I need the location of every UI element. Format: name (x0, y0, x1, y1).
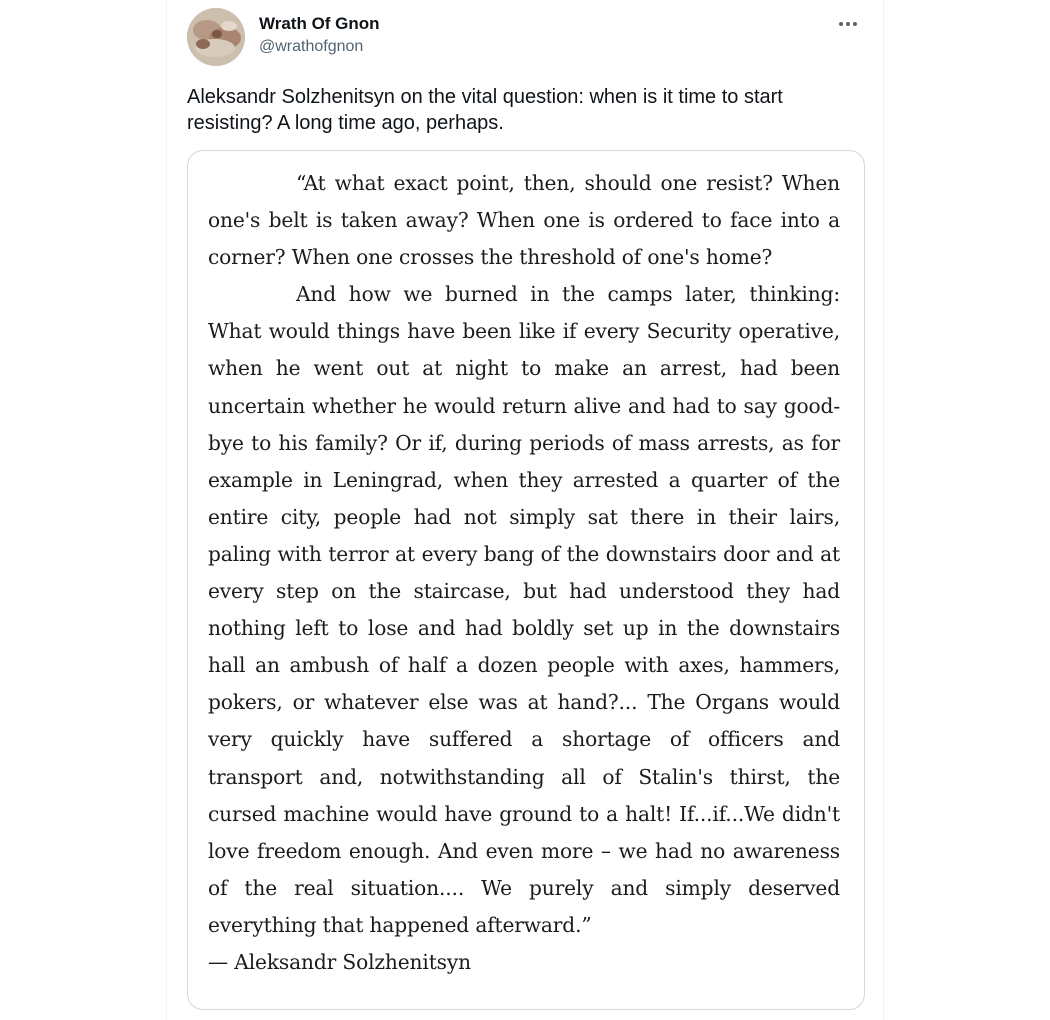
more-horizontal-icon (838, 21, 858, 27)
tweet-card (166, 0, 884, 1020)
tweet-header (185, 8, 865, 68)
author-display-name[interactable]: Wrath Of Gnon (259, 14, 380, 33)
author-handle[interactable]: @wrathofgnon (259, 38, 364, 55)
tweet-text: Aleksandr Solzhenitsyn on the vital question: when is it time to start resisting? A long time ago, perhaps. (187, 86, 783, 134)
excerpt-attribution: — Aleksandr Solzhenitsyn (208, 949, 471, 974)
tweet-media-image[interactable] (187, 150, 865, 1010)
more-options-button[interactable] (833, 12, 863, 36)
book-excerpt (208, 165, 840, 981)
avatar[interactable] (187, 8, 245, 66)
avatar-image (187, 8, 245, 66)
excerpt-paragraph-2: And how we burned in the camps later, thinking: What would things have been like if every Security operative, when he went out at night to make an arrest, had been uncertain whether he would return alive and had to say good-bye to his family? Or if, during periods of mass arrests, as for example in Leningrad, when they arrested a quarter of the entire city, people had not simply sat there in their lairs, paling with terror at every bang of the downstairs door and at every step on the staircase, but had understood they had nothing left to lose and had boldly set up in the downstairs hall an ambush of half a dozen people with axes, hammers, pokers, or whatever else was at hand?... The Organs would very quickly have suffered a shortage of officers and transport and, notwithstanding all of Stalin's thirst, the cursed machine would have ground to a halt! If...if...We didn't love freedom enough. And even more – we had no awareness of the real situation.... We purely and simply deserved everything that happened afterward.” (208, 282, 840, 937)
excerpt-paragraph-1: “At what exact point, then, should one resist? When one's belt is taken away? When one is ordered to face into a corner? When one crosses the threshold of one's home? (208, 171, 840, 270)
author-names (259, 14, 380, 58)
